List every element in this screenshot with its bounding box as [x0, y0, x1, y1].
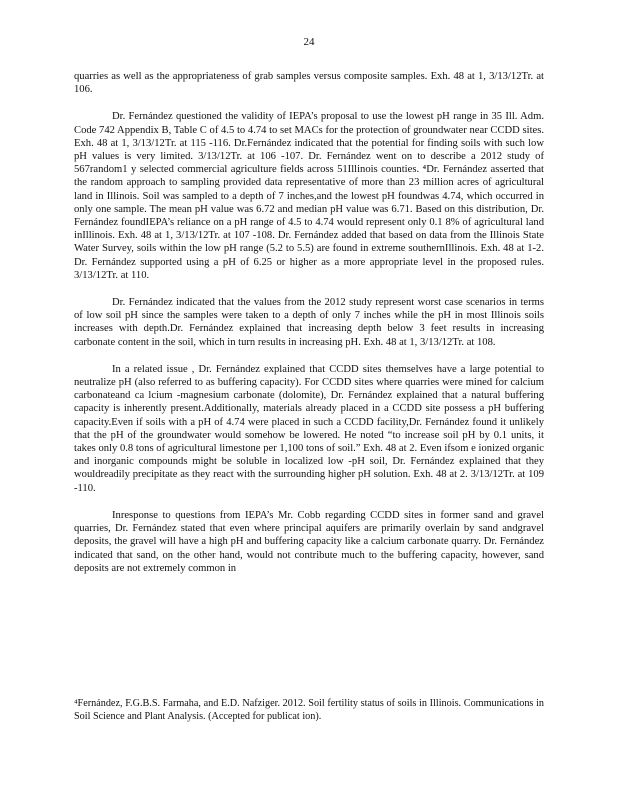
page-number: 24	[303, 36, 315, 48]
paragraph-worst-case: Dr. Fernández indicated that the values from the 2012 study represent worst case scenarios in terms of low soil pH since the samples were taken to a depth of only 7 inches while the pH in most Illinois soils increases with depth.Dr. Fernández explained that increasing depth below 3 feet results in increasing carbonate content in the soil, which in turn results in increasing pH. Exh. 48 at 1, 3/13/12Tr. at 108.	[74, 297, 544, 348]
paragraph-buffering: In a related issue , Dr. Fernández explained that CCDD sites themselves have a large potential to neutralize pH (also referred to as buffering capacity). For CCDD sites where quarries were mined for calcium carbonateand ca lcium -magnesium carbonate (dolomite), Dr. Fernández explained that a natural buffering capacity is inherently present.Additionally, materials already placed in a CCDD site possess a pH buffering capacity.Even if soils with a pH of 4.74 were placed in such a CCDD facility,Dr. Fernández found it unlikely that the pH of the groundwater would somehow be lowered. He noted “to increase soil pH by 0.1 units, it takes only 0.8 tons of agricultural limestone per 1,100 tons of soil.” Exh. 48 at 2. Even ifsom e ionized organic and inorganic compounds might be soluble in localized low -pH soil, Dr. Fernández explained that they wouldreadily precipitate as they react with the surrounding higher pH solution. Exh. 48 at 2. 3/13/12Tr. at 109 -110.	[74, 363, 544, 494]
paragraph-continuation: quarries as well as the appropriateness of grab samples versus composite samples. Exh. 48 at 1, 3/13/12Tr. at 106.	[74, 71, 544, 96]
footnote: ⁴Fernández, F.G.B.S. Farmaha, and E.D. Nafziger. 2012. Soil fertility status of soils in Illinois. Communications in Soil Science and Plant Analysis. (Accepted for publicat ion).	[74, 698, 544, 722]
paragraph-ph-range: Dr. Fernández questioned the validity of IEPA’s proposal to use the lowest pH range in 35 Ill. Adm. Code 742 Appendix B, Table C of 4.5 to 4.74 to set MACs for the protection of groundwater near CCDD sites. Exh. 48 at 1, 3/13/12Tr. at 115 -116. Dr.Fernández indicated that the potential for finding soils with such low pH values is very limited. 3/13/12Tr. at 106 -107. Dr. Fernández went on to describe a 2012 study of 567random1 y selected commercial agriculture fields across 51Illinois counties. ⁴Dr. Fernández asserted that the random approach to sampling provided data representative of more than 23 million acres of agricultural land in Illinois. Soil was sampled to a depth of 7 inches,and the lowest pH foundwas 4.74, which occurred in only one sample. The mean pH value was 6.72 and median pH value was 6.71. Based on this distribution, Dr. Fernández foundIEPA’s reliance on a pH range of 4.5 to 4.74 would represent only 0.1 8% of agricultural land inIllinois. Exh. 48 at 1, 3/13/12Tr. at 107 -108. Dr. Fernández added that based on data from the Illinois State Water Survey, soils within the low pH range (5.2 to 5.5) are found in extreme southernIllinois. Exh. 48 at 1-2. Dr. Fernández supported using a pH of 6.25 or higher as a more appropriate level in the proposed rules. 3/13/12Tr. at 110.	[74, 111, 544, 281]
paragraph-sand-gravel: Inresponse to questions from IEPA’s Mr. Cobb regarding CCDD sites in former sand and gravel quarries, Dr. Fernández stated that even where principal aquifers are primarily overlain by sand andgravel deposits, the gravel will have a high pH and buffering capacity like a calcium carbonate quarry. Dr. Fernández indicated that sand, on the other hand, would not contribute much to the buffering capacity, however, sand deposits are not extremely common in	[74, 509, 544, 574]
body-text	[74, 70, 544, 589]
